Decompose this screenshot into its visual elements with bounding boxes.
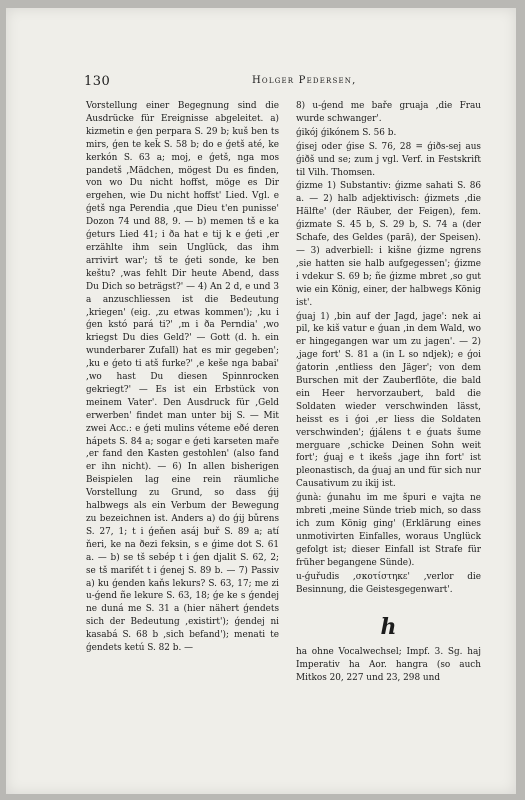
entry-paragraph: 8) u-ǵend me baře gruaja ,die Frau wurde schwanger'.	[296, 101, 481, 124]
section-letter-heading: h	[380, 614, 397, 641]
running-title: Holger Pedersen,	[252, 75, 357, 86]
right-column	[296, 100, 481, 685]
entry-paragraph: ha ohne Vocalwechsel; Impf. 3. Sg. haj Imperativ ha Aor. hangra (so auch Mitkos 20, 227 und 23, 298 und	[296, 647, 481, 684]
entry-paragraph: ǵuaj 1) ,bin auf der Jagd, jage': nek ai pil, ke kiš vatur e ǵuan ,in dem Wald, wo er hingegangen war um zu jagen'. — 2) ,jage fort' S. 81 a (in L so ndjek); e ǵoi ǵatorin ,entliess den Jäger'; von dem Burschen mit der Zauberflöte, die bald ein Heer hervorzaubert, bald die Soldaten wieder verschwinden lässt, heisst es i ǵoi ,er liess die Soldaten verschwinden'; ǵjálens t e ǵuats šume merguare ,schicke Deinen Sohn weit fort'; ǵuaj e t ikešs ,jage ihn fort' ist pleonastisch, da ǵuaj an und für sich nur Causativum zu ikij ist.	[296, 311, 481, 490]
entry-paragraph: ǵunà: ǵunahu im me špuri e vajta ne mbreti ,meine Sünde trieb mich, so dass ich zum König ging' (Erklärung eines unmotivirten Einfalles, woraus Unglück gefolgt ist; dieser Einfall ist Strafe für früher begangene Sünde).	[296, 493, 481, 568]
entry-paragraph: ǵikój ǵikónem S. 56 b.	[296, 127, 397, 138]
running-header	[84, 74, 484, 90]
left-column	[86, 100, 279, 655]
entry-paragraph: ǵisej oder ǵise S. 76, 28 = ǵiðs-sej aus ǵiðš und se; zum j vgl. Verf. in Festskrift til Vilh. Thomsen.	[296, 141, 481, 178]
book-page	[6, 8, 516, 794]
page-number: 130	[84, 74, 111, 89]
paragraph: Vorstellung einer Begegnung sind die Ausdrücke für Ereignisse abgeleitet. a) kizmetin e ǵen perpara S. 29 b; kuš ben ts mirs, ǵen te keǩ S. 58 b; do e ǵetš até, ke kerkón S. 63 a; moj, e ǵetš, nga mos pandetš ,Mädchen, mögest Du es finden, von wo Du nicht hoffst, möge es Dir ergehen, wie Du nicht hoffst' Lied. Vgl. e ǵetš nga Perendia ,que Dieu t'en punisse' Dozon 74 und 88, 9. — b) memen tš e ka ǵeturs Lied 41; i ða hat e tij k e ǵeti ,er erzählte ihm sein Unglück, das ihm arrivirt war'; tš te ǵeti sonde, ke ben keštu? ,was fehlt Dir heute Abend, dass Du Dich so beträgst?' — 4) An 2 d, e und 3 a anzuschliessen ist die Bedeutung ,kriegen' (eig. ,zu etwas kommen'); ,ku i ǵen kstó pará ti?' ,m i ða Perndia' ,wo kriegst Du dies Geld?' — Gott (d. h. ein wunderbarer Zufall) hat es mir gegeben'; ,ku e ǵeto ti atš furke?' ,e keše nga babai' ,wo hast Du diesen Spinnrocken gekriegt?' — Es ist ein Erbstück von meinem Vater'. Den Ausdruck für ,Geld erwerben' findet man unter bij S. — Mit zwei Acc.: e ǵeti mulins véteme eðé deren hápets S. 84 a; sogar e ǵeti karseten maře ,er fand den Kasten gestohlen' (also fand er ihn nicht). — 6) In allen bisherigen Beispielen lag eine rein räumliche Vorstellung zu Grund, so dass ǵij halbwegs als ein Verbum der Bewegung zu bezeichnen ist. Anders a) do ǵij bǔrens S. 27, 1; t i ǵeňen asáj buř S. 89 a; atí ňeri, ke na ðezi feksin, s e ǵime dot S. 61 a. — b) se tš sebép t i ǵen djalit S. 62, 2; se tš marifét t i ǵenej S. 89 b. — 7) Passiv a) ku ǵenden kaňs lekurs? S. 63, 17; me zi u-ǵend ñe lekure S. 63, 18; ǵe ke s ǵendej ne duná me S. 31 a (hier nähert ǵendets sich der Bedeutung ,existirt'); ǵendej ni kasabá S. 68 b ,sich befand'); menati te ǵendets ketú S. 82 b. —	[86, 101, 279, 654]
entry-paragraph: ǵizme 1) Substantiv: ǵizme sahati S. 86 a. — 2) halb adjektivisch: ǵizmets ,die Hälfte' (der Räuber, der Feigen), fem. ǵizmate S. 45 b, S. 29 b, S. 74 a (der Schafe, des Geldes (pară), der Speisen). — 3) adverbiell: i kišne ǵizme ngrens ,sie hatten sie halb aufgegessen'; ǵizme i vdekur S. 69 b; ñe ǵizme mbret ,so gut wie ein König, einer, der halbwegs König ist'.	[296, 181, 481, 308]
entry-paragraph: u-ǵuřudis ,σκοτίστηκε' ,verlor die Besinnung, die Geistesgegenwart'.	[296, 571, 481, 595]
